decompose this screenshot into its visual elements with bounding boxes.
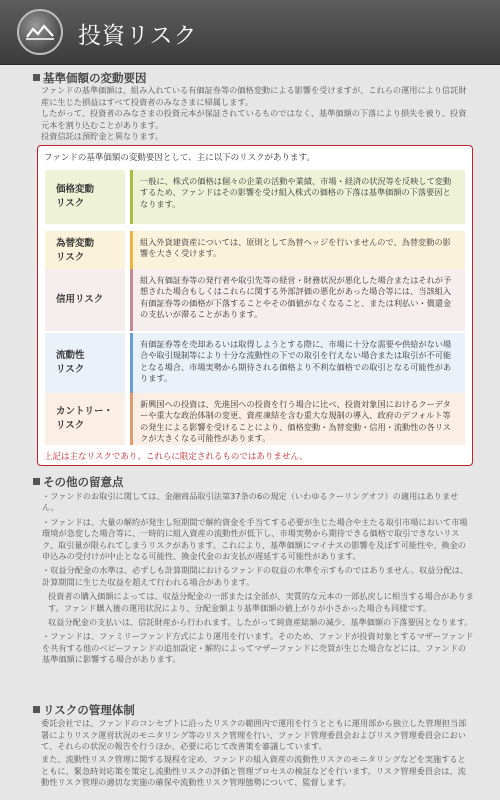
section-heading-other: その他の留意点 [33,474,124,490]
risk-row-liquidity [45,333,465,393]
risk-row-country [45,393,465,445]
risk-row-credit [45,269,465,331]
fluctuation-paragraph-3: 投資信託は預貯金と異なります。 [41,131,164,141]
risk-label: カントリー・ リスク [45,393,125,445]
square-bullet-icon [33,706,40,713]
fluctuation-paragraph-2: したがって、投資者のみなさまの投資元本が保証されているものではなく、基準価額の下落により損失を被り、投資元本を割り込むことがあります。 [41,108,467,130]
risk-row-currency [45,231,465,271]
risk-box-footer: 上記は主なリスクであり、これらに限定されるものではありません。 [44,452,308,462]
accent-bar [130,333,133,393]
accent-bar [130,231,133,271]
list-item: 投資者の購入価額によっては、収益分配金の一部または全部が、実質的な元本の一部払戻しに相当する場合があります。ファンド購入後の運用状況により、分配金額より基準価額の値上がりが小さかった場合も同様です。 [48,591,474,613]
accent-bar [130,269,133,331]
risk-row-price [45,170,465,224]
risk-box-intro: ファンドの基準価額の変動要因として、主に以下のリスクがあります。 [44,153,315,163]
risk-label: 為替変動 リスク [45,231,125,271]
square-bullet-icon [33,478,40,485]
accent-bar [130,170,133,224]
risk-label: 信用リスク [45,269,125,331]
risk-description: 組入有価証券等の発行者や取引先等の経営・財務状況が悪化した場合またはそれが予想された場合もしくはこれらに関する外部評価の悪化があった場合等には、当該組入有価証券等の価格が下落することやその価値がなくなること、または利払い・償還金の支払いが滞ることがあります。 [130,269,465,331]
page-title: 投資リスク [78,23,198,49]
other-notes-list [42,491,474,669]
list-item: ・ファンドのお取引に関しては、金融商品取引法第37条の6の規定（いわゆるクーリングオフ）の適用はありません。 [42,491,459,513]
risk-label: 流動性 リスク [45,333,125,393]
page-header [0,0,500,65]
list-item: ・ファンドは、大量の解約が発生し短期間で解約資金を手当てする必要が生じた場合や主たる取引市場において市場環境が急変した場合等に、一時的に組入資産の流動性が低下し、市場実勢から期待できる価格で取引できないリスク、取引量が限られてしまうリスクがあります。これにより、基準価額にマイナスの影響を及ぼす可能性や、換金の申込みの受付けが中止となる可能性、換金代金のお支払が遅延する可能性があります。 [42,516,468,562]
list-item: 収益分配金の支払いは、信託財産から行われます。したがって純資産総額の減少、基準価額の下落要因となります。 [48,617,473,628]
risk-description: 組入外貨建資産については、原則として為替ヘッジを行いませんので、為替変動の影響を大きく受けます。 [130,231,465,271]
management-paragraph-1: 委託会社では、ファンドのコンセプトに沿ったリスクの範囲内で運用を行うとともに運用部から独立した管理担当部署によりリスク運営状況のモニタリング等のリスク管理を行い、ファンド管理委員会およびリスク管理委員会において、それらの状況の報告を行うほか、必要に応じて改善策を審議しています。 [41,718,467,751]
square-bullet-icon [33,74,40,81]
section-heading-management: リスクの管理体制 [33,702,135,718]
risk-description: 新興国への投資は、先進国への投資を行う場合に比べ、投資対象国におけるクーデターや重大な政治体制の変更、資産凍結を含む重大な規制の導入、政府のデフォルト等の発生による影響を受けることにより、価格変動・為替変動・信用・流動性の各リスクが大きくなる可能性があります。 [130,393,465,445]
risk-description: 一般に、株式の価格は個々の企業の活動や業績、市場・経済の状況等を反映して変動するため、ファンドはその影響を受け組入株式の価格の下落は基準価額の下落要因となります。 [130,170,465,224]
risk-label: 価格変動 リスク [45,170,125,224]
management-paragraph-2: また、流動性リスク管理に関する規程を定め、ファンドの組入資産の流動性リスクのモニタリングなどを実施するとともに、緊急時対応策を策定し流動性リスクの評価と管理プロセスの検証などを行います。リスク管理委員会は、流動性リスク管理の適切な実施の確保や流動性リスク管理態勢について、監督します。 [41,754,466,787]
accent-bar [130,393,133,445]
risk-box [37,145,473,466]
list-item: ・ファンドは、ファミリーファンド方式により運用を行います。そのため、ファンドが投資対象とするマザーファンドを共有する他のベビーファンドの追加設定・解約によってマザーファンドに売買が生じた場合などには、ファンドの基準価額に影響する場合があります。 [42,631,474,665]
risk-description: 有価証券等を売却あるいは取得しようとする際に、市場に十分な需要や供給がない場合や取引規制等により十分な流動性の下での取引を行えない場合または取引が不可能となる場合、市場実勢から期待される価格より不利な価格での取引となる可能性があります。 [130,333,465,393]
section-heading-fluctuation: 基準価額の変動要因 [33,70,147,86]
list-item: ・収益分配金の水準は、必ずしも計算期間におけるファンドの収益の水準を示すものではありません。収益分配は、計算期間に生じた収益を超えて行われる場合があります。 [42,565,469,587]
fluctuation-paragraph-1: ファンドの基準価額は、組み入れている有価証券等の価格変動による影響を受けますが、これらの運用により信託財産に生じた損益はすべて投資者のみなさまに帰属します。 [41,85,467,107]
emblem-icon [17,9,63,55]
